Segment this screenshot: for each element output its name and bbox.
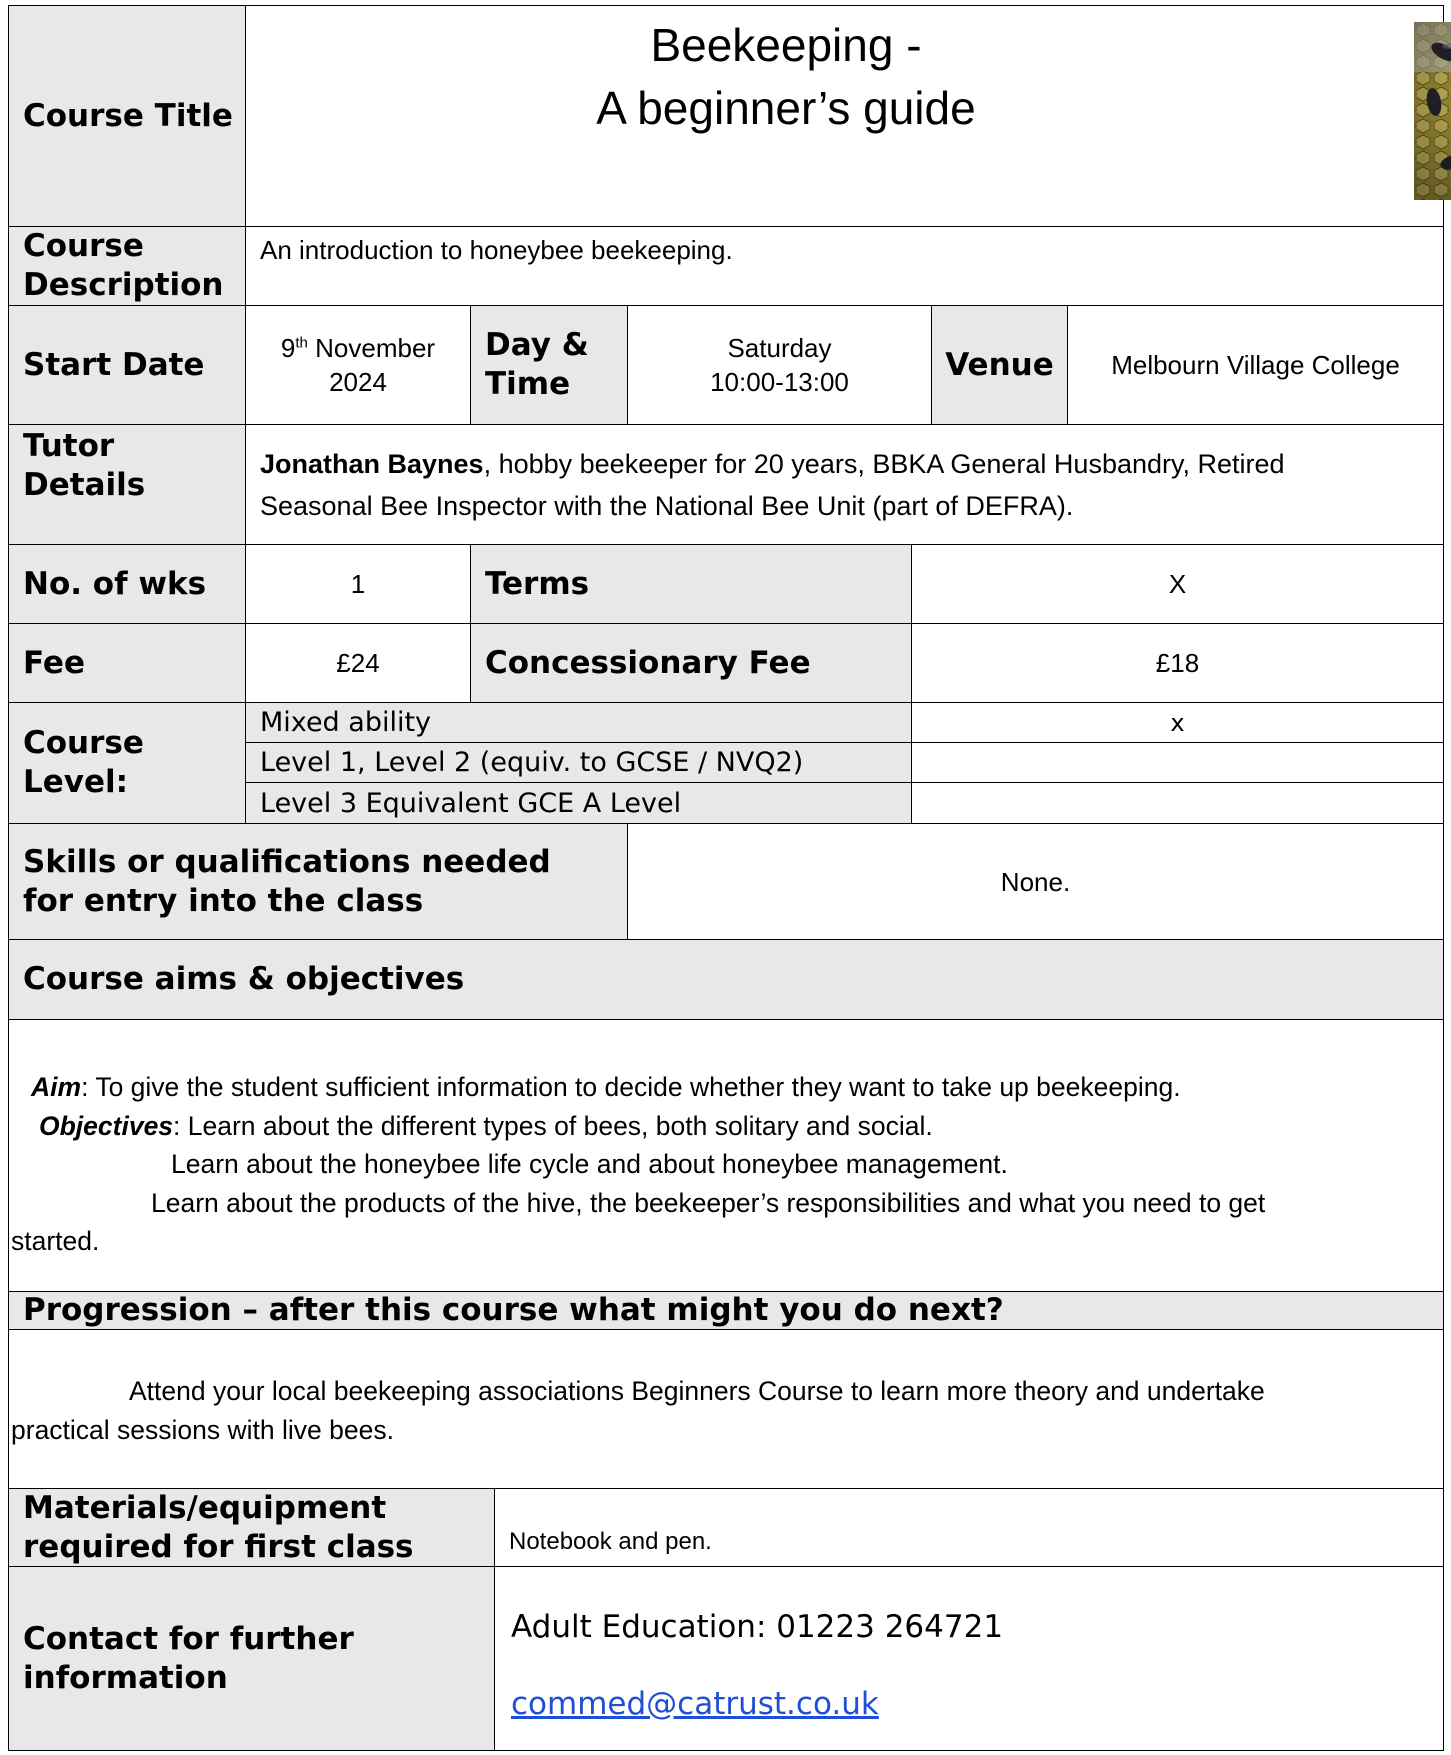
fee-value: £24 — [336, 648, 380, 678]
aims-heading: Course aims & objectives — [23, 961, 465, 997]
tutor-cell — [245, 424, 1444, 545]
materials-value: Notebook and pen. — [509, 1528, 712, 1555]
start-date-cell — [245, 305, 471, 425]
weeks-cell — [245, 544, 471, 624]
level-option-text: Level 3 Equivalent GCE A Level — [260, 787, 682, 819]
level-option-mark: x — [1170, 708, 1185, 737]
skills-label: Skills or qualifications needed for entry into the class — [23, 843, 551, 919]
course-title-cell — [245, 5, 1444, 227]
terms-cell — [911, 544, 1444, 624]
concession-fee-cell — [911, 623, 1444, 703]
day-time-value — [710, 331, 849, 399]
progression-line-2: practical sessions with live bees. — [11, 1414, 394, 1445]
fee-cell — [245, 623, 471, 703]
materials-label: Materials/equipment required for first class — [23, 1489, 414, 1565]
tutor-details — [260, 443, 1433, 527]
day-time-label: Day & Time — [485, 327, 589, 402]
course-description-label: Course Description — [23, 228, 224, 303]
objective-2: Learn about the honeybee life cycle and about honeybee management. — [171, 1149, 1008, 1179]
materials-cell — [494, 1488, 1444, 1567]
concession-fee-value: £18 — [1155, 648, 1200, 678]
materials-label-cell — [8, 1488, 495, 1567]
course-description-value: An introduction to honeybee beekeeping. — [260, 235, 733, 265]
skills-label-cell — [8, 823, 628, 940]
course-level-label-cell — [8, 702, 246, 824]
skills-value: None. — [1000, 866, 1071, 897]
start-date-label-cell — [8, 305, 246, 425]
terms-label-cell — [470, 544, 912, 624]
skills-cell — [627, 823, 1444, 940]
aim-text: : To give the student sufficient information to decide whether they want to take up beekeeping. — [81, 1072, 1181, 1102]
level-option-row — [245, 742, 912, 783]
concession-fee-label: Concessionary Fee — [485, 644, 811, 681]
venue-label-cell — [931, 305, 1068, 425]
aims-heading-cell — [8, 939, 1444, 1020]
aims-body-cell — [8, 1019, 1444, 1292]
contact-email-link[interactable]: commed@catrust.co.uk — [511, 1686, 879, 1722]
course-title-line1: Beekeeping - — [650, 19, 922, 71]
tutor-name: Jonathan Baynes — [260, 448, 484, 479]
contact-cell — [494, 1566, 1444, 1751]
objective-line-1 — [31, 1107, 1436, 1146]
course-title-line2: A beginner’s guide — [596, 82, 976, 134]
aim-line — [31, 1068, 1436, 1107]
bees-on-honeycomb-photo — [1414, 22, 1451, 200]
weeks-label: No. of wks — [23, 565, 207, 602]
fee-label: Fee — [23, 644, 85, 681]
objective-line-3 — [11, 1184, 1436, 1223]
aims-body — [11, 1068, 1436, 1261]
weeks-value: 1 — [350, 569, 366, 599]
level-option-mark-cell — [911, 702, 1444, 743]
start-date-ordinal: th — [295, 334, 308, 352]
aim-label: Aim — [31, 1072, 82, 1102]
start-date-label: Start Date — [23, 346, 205, 383]
contact-phone: Adult Education: 01223 264721 — [511, 1609, 1004, 1645]
concession-fee-label-cell — [470, 623, 912, 703]
course-description-cell — [245, 226, 1444, 306]
progression-body — [11, 1372, 1431, 1449]
contact-label-cell — [8, 1566, 495, 1751]
contact-label: Contact for further information — [23, 1620, 354, 1696]
weeks-label-cell — [8, 544, 246, 624]
terms-value: X — [1168, 569, 1187, 599]
objectives-label: Objectives — [39, 1110, 174, 1141]
objective-3: Learn about the products of the hive, the beekeeper’s responsibilities and what you need to get — [151, 1187, 1266, 1218]
level-option-text: Level 1, Level 2 (equiv. to GCSE / NVQ2) — [260, 747, 804, 778]
course-level-label: Course Level: — [23, 725, 144, 800]
course-description-label-cell — [8, 226, 246, 306]
start-date-day: 9 — [280, 333, 296, 363]
day-value: Saturday — [727, 333, 832, 363]
venue-label: Venue — [945, 346, 1054, 383]
course-title-label-cell — [8, 5, 246, 227]
tutor-description: , hobby beekeeper for 20 years, BBKA General Husbandry, Retired Seasonal Bee Inspector with the National Bee Unit (part of DEFRA). — [260, 448, 1285, 521]
course-title-label: Course Title — [23, 97, 233, 134]
course-title — [491, 14, 1081, 140]
objective-line-3-cont — [11, 1222, 1436, 1261]
day-time-cell — [627, 305, 932, 425]
level-option-row — [245, 702, 912, 743]
bees-on-honeycomb-image — [1414, 22, 1451, 200]
progression-body-cell — [8, 1329, 1444, 1489]
terms-label: Terms — [485, 565, 590, 602]
progression-line-1: Attend your local beekeeping associations Beginners Course to learn more theory and undertake — [129, 1376, 1265, 1406]
tutor-label-cell — [8, 424, 246, 545]
time-value: 10:00-13:00 — [710, 367, 849, 397]
level-option-row — [245, 782, 912, 824]
level-option-mark-cell — [911, 782, 1444, 824]
level-option-text: Mixed ability — [260, 707, 432, 738]
tutor-label: Tutor Details — [23, 428, 146, 503]
fee-label-cell — [8, 623, 246, 703]
venue-value: Melbourn Village College — [1111, 350, 1400, 380]
objective-line-2 — [31, 1145, 1436, 1184]
start-date-month: November — [315, 333, 436, 363]
objective-1: : Learn about the different types of bees, both solitary and social. — [173, 1110, 933, 1141]
day-time-label-cell — [470, 305, 628, 425]
start-date-year: 2024 — [329, 367, 387, 397]
progression-heading-cell — [8, 1291, 1444, 1330]
progression-heading: Progression – after this course what might you do next? — [23, 1292, 1004, 1328]
objective-3-cont: started. — [11, 1226, 100, 1256]
start-date-value — [281, 331, 435, 399]
venue-cell — [1067, 305, 1444, 425]
level-option-mark-cell — [911, 742, 1444, 783]
